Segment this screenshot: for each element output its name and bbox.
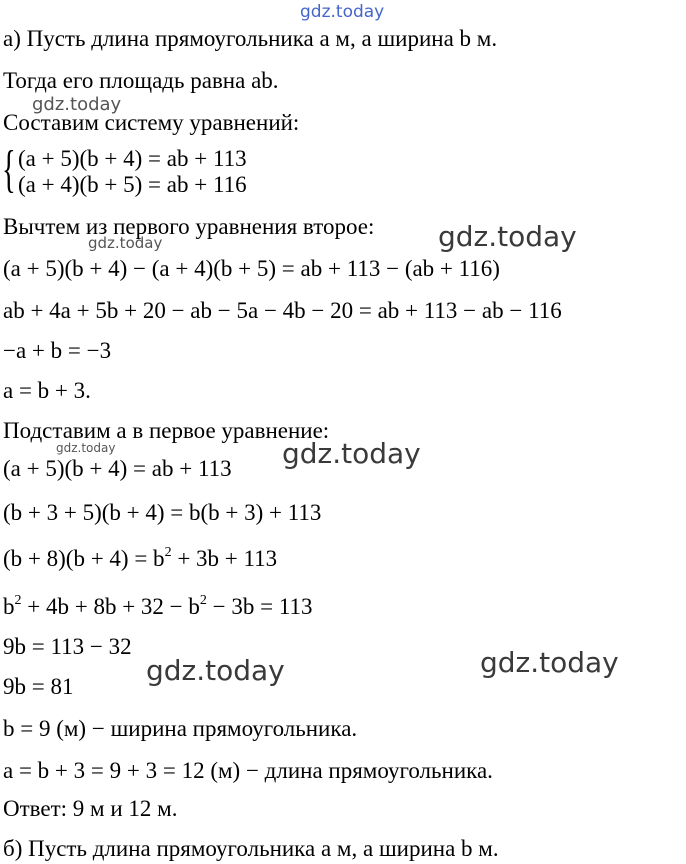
equation: $b^2 + 4b + 8b + 32 - b^2 - 3b = 113$ [3,593,313,619]
equation: (a + 5)(b + 4) − (a + 4)(b + 5) = ab + 113 − (ab + 116) [3,256,500,281]
watermark: gdz.today [480,646,619,679]
watermark: gdz.today [146,654,285,687]
text-line: Вычтем из первого уравнения второе: [3,214,375,239]
watermark: gdz.today [282,437,421,470]
text-line: a = b + 3 = 9 + 3 = 12 (м) − длина прямоугольника. [3,758,493,783]
equation: 9b = 81 [3,674,74,699]
text-line: Подставим a в первое уравнение: [3,418,330,443]
equation: (a + 4)(b + 5) = ab + 116 [18,172,247,197]
equation: 9b = 113 − 32 [3,634,132,659]
equation: (a + 5)(b + 4) = ab + 113 [3,456,232,481]
watermark: gdz.today [88,234,163,252]
brace-icon: { [2,141,16,198]
text-line: Тогда его площадь равна ab. [3,68,279,93]
answer: Ответ: 9 м и 12 м. [3,796,178,821]
equation: (b + 3 + 5)(b + 4) = b(b + 3) + 113 [3,500,322,525]
watermark: gdz.today [56,441,116,455]
equation: (a + 5)(b + 4) = ab + 113 [18,146,247,171]
watermark: gdz.today [32,94,122,115]
watermark: gdz.today [300,2,385,22]
text-line: а) Пусть длина прямоугольника a м, а ширина b м. [3,26,498,51]
equation: a = b + 3. [3,378,91,403]
text-line: b = 9 (м) − ширина прямоугольника. [3,716,358,741]
text-line: б) Пусть длина прямоугольника a м, а ширина b м. [3,836,499,861]
equation: $(b + 8)(b + 4) = b^2 + 3b + 113$ [3,545,278,571]
equation: −a + b = −3 [3,338,112,363]
equation: ab + 4a + 5b + 20 − ab − 5a − 4b − 20 = ab + 113 − ab − 116 [3,298,562,323]
watermark: gdz.today [438,220,577,253]
text-line: Составим систему уравнений: [3,110,300,135]
